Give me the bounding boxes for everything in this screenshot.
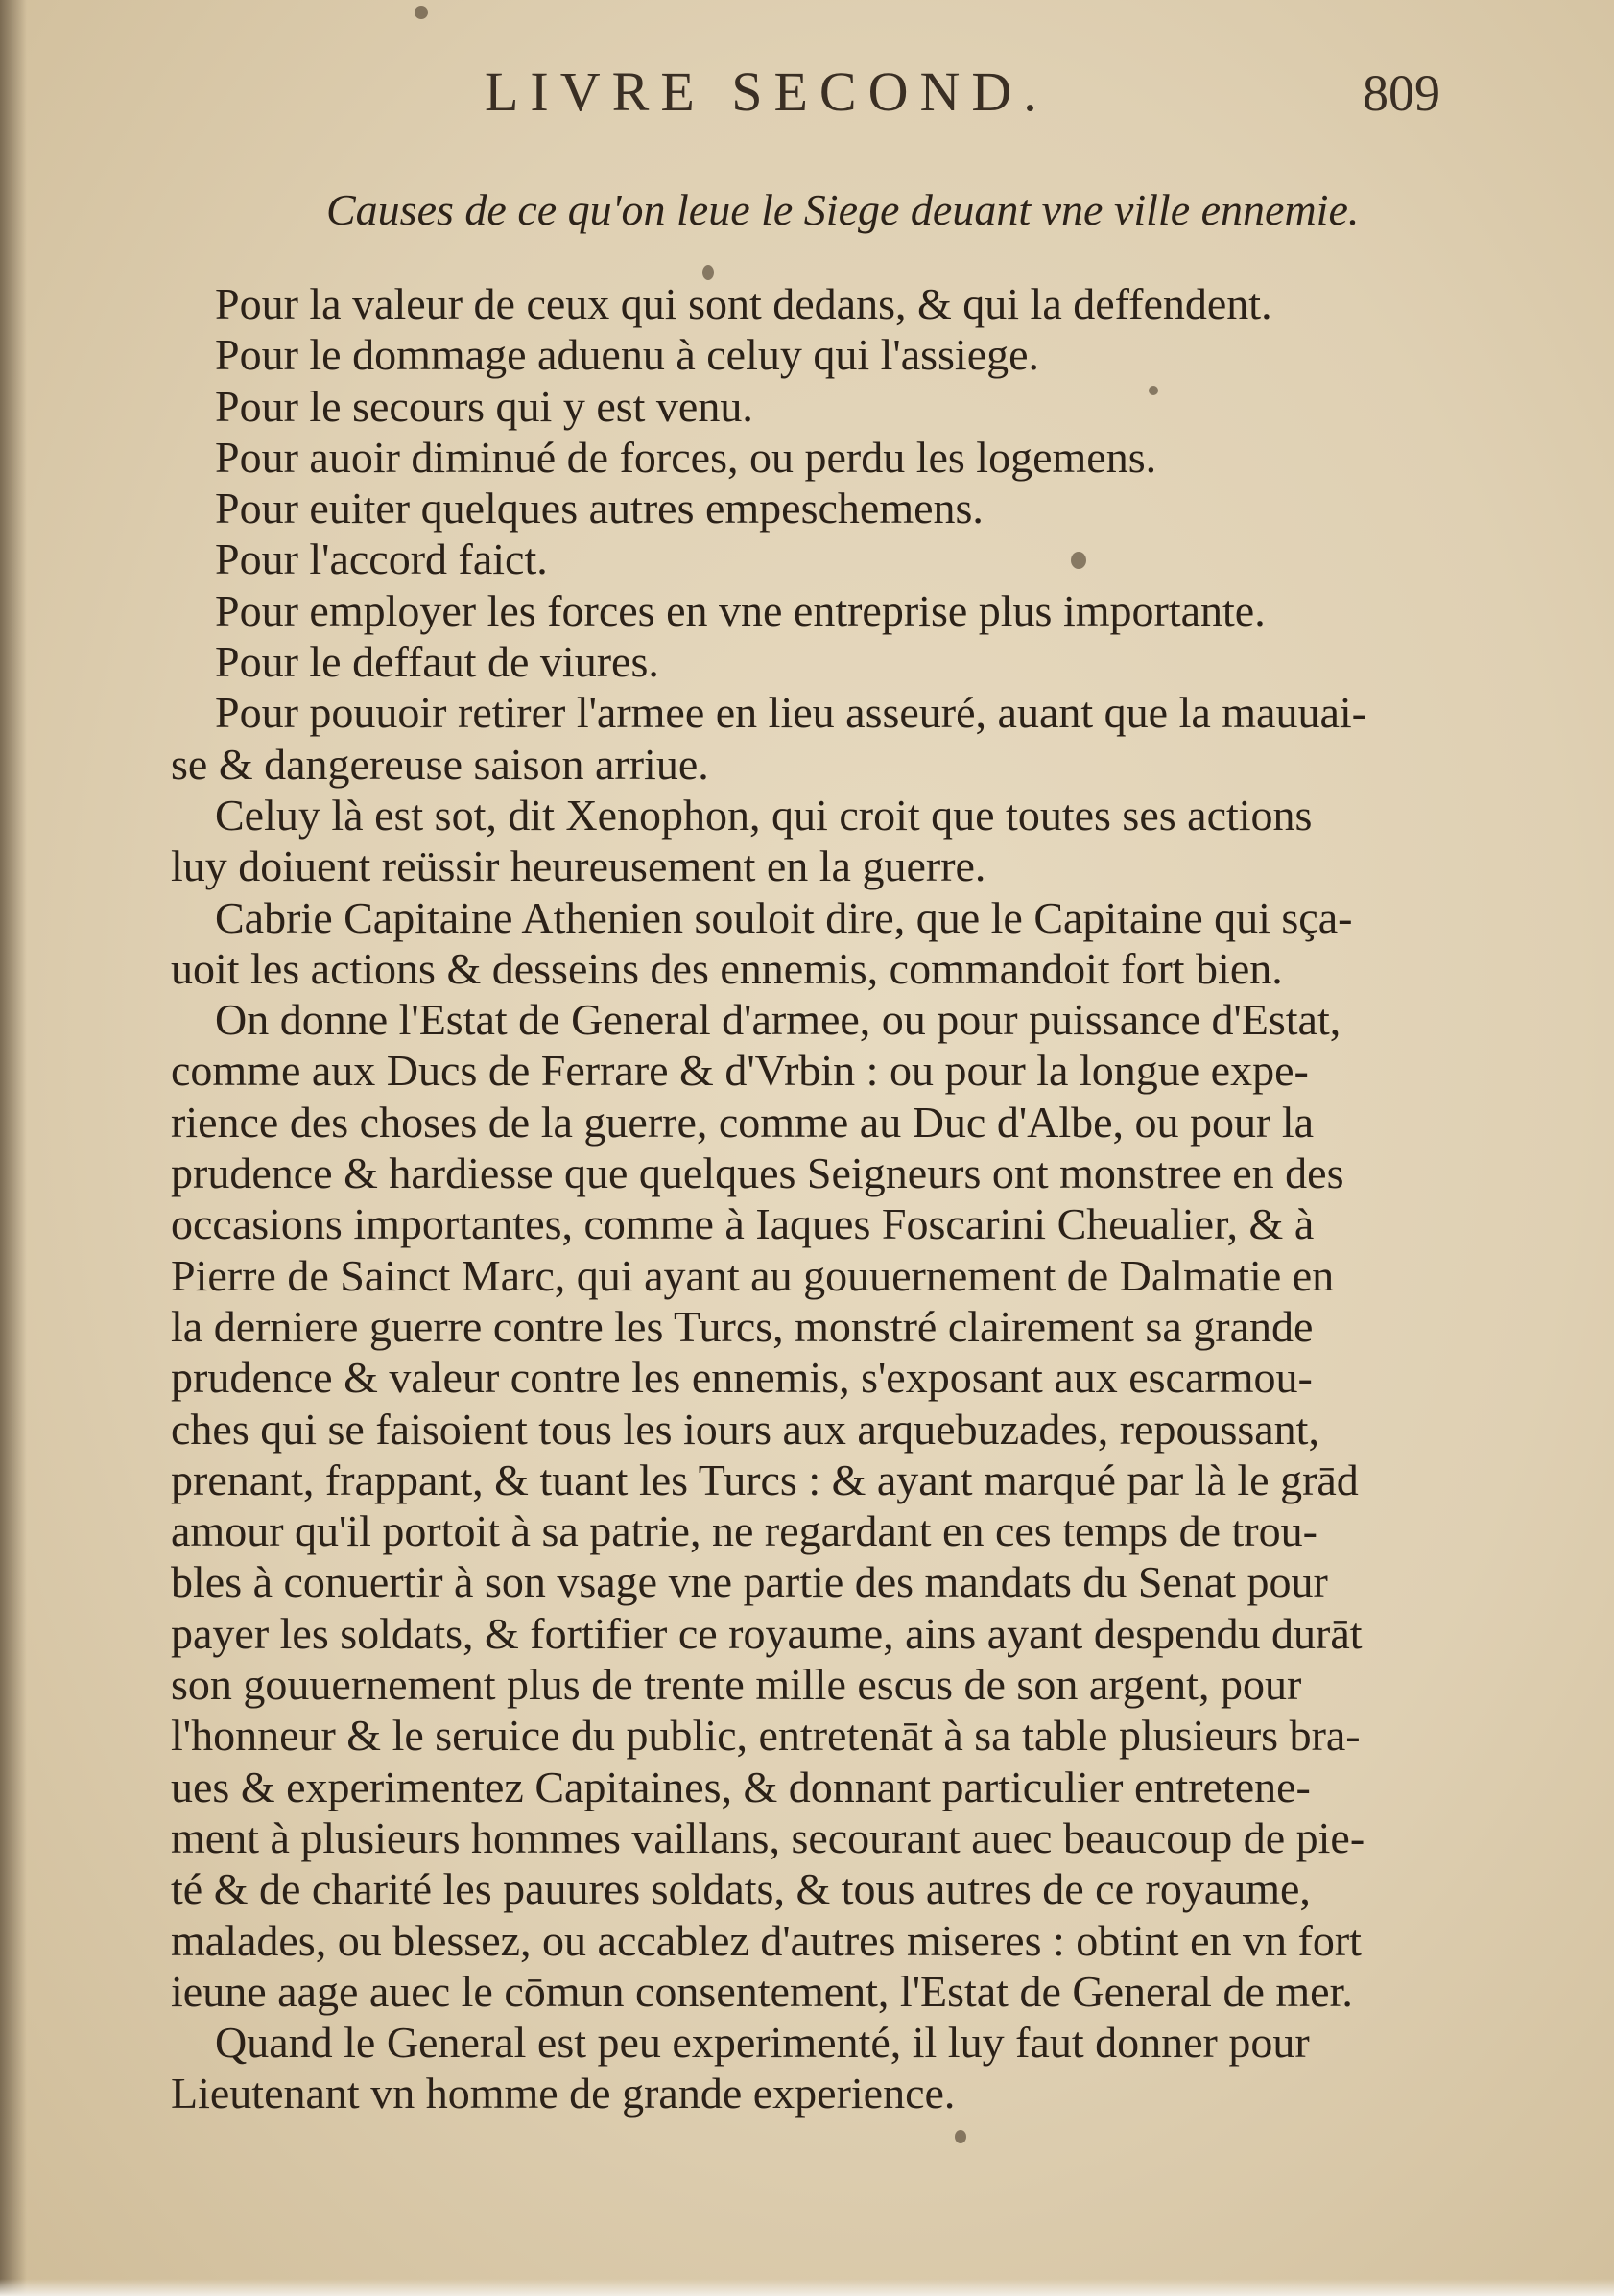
- text-line: prudence & valeur contre les ennemis, s'exposant aux escarmou-: [171, 1353, 1313, 1403]
- text-line: Pour le deffaut de viures.: [215, 637, 659, 687]
- text-line: amour qu'il portoit à sa patrie, ne regardant en ces temps de trou-: [171, 1506, 1317, 1556]
- text-line: la derniere guerre contre les Turcs, monstré clairement sa grande: [171, 1301, 1314, 1351]
- text-line: ues & experimentez Capitaines, & donnant particulier entretene-: [171, 1762, 1311, 1811]
- text-line: luy doiuent reüssir heureusement en la guerre.: [171, 841, 986, 891]
- text-line: Celuy là est sot, dit Xenophon, qui croit que toutes ses actions: [215, 790, 1313, 840]
- text-line: Cabrie Capitaine Athenien souloit dire, que le Capitaine qui sça-: [215, 892, 1353, 942]
- text-line: occasions importantes, comme à Iaques Foscarini Cheualier, & à: [171, 1199, 1315, 1249]
- text-line: Pour le secours qui y est venu.: [215, 381, 753, 431]
- text-line: On donne l'Estat de General d'armee, ou pour puissance d'Estat,: [215, 995, 1341, 1045]
- text-line: té & de charité les pauures soldats, & tous autres de ce royaume,: [171, 1864, 1311, 1914]
- text-line: Pierre de Sainct Marc, qui ayant au gouuernement de Dalmatie en: [171, 1250, 1335, 1300]
- text-line: son gouuernement plus de trente mille escus de son argent, pour: [171, 1660, 1302, 1710]
- page-number: 809: [1363, 64, 1440, 122]
- text-line: prenant, frappant, & tuant les Turcs : & ayant marqué par là le grād: [171, 1455, 1359, 1504]
- text-line: uoit les actions & desseins des ennemis, commandoit fort bien.: [171, 943, 1283, 993]
- text-line: Pour employer les forces en vne entreprise plus importante.: [215, 585, 1266, 635]
- text-line: l'honneur & le seruice du public, entretenāt à sa table plusieurs bra-: [171, 1711, 1361, 1761]
- text-line: Pour la valeur de ceux qui sont dedans, & qui la deffendent.: [215, 279, 1272, 328]
- text-line: Pour le dommage aduenu à celuy qui l'assiege.: [215, 330, 1040, 380]
- text-line: Lieutenant vn homme de grande experience.: [171, 2069, 956, 2118]
- running-head: LIVRE SECOND.: [485, 60, 1049, 123]
- text-line: malades, ou blessez, ou accablez d'autres miseres : obtint en vn fort: [171, 1915, 1362, 1965]
- page-edge: [0, 2279, 1614, 2296]
- gutter-shadow: [0, 0, 27, 2296]
- text-line: se & dangereuse saison arriue.: [171, 739, 709, 789]
- text-line: rience des choses de la guerre, comme au Duc d'Albe, ou pour la: [171, 1097, 1315, 1147]
- section-heading: Causes de ce qu'on leue le Siege deuant vne ville ennemie.: [326, 185, 1360, 234]
- ink-spot: [955, 2130, 966, 2143]
- ink-spot: [415, 6, 428, 19]
- text-line: ches qui se faisoient tous les iours aux arquebuzades, repoussant,: [171, 1404, 1319, 1454]
- text-line: Pour l'accord faict.: [215, 534, 548, 584]
- text-line: comme aux Ducs de Ferrare & d'Vrbin : ou pour la longue expe-: [171, 1046, 1309, 1096]
- body-text: [171, 278, 1447, 2119]
- text-line: Pour euiter quelques autres empeschemens.: [215, 484, 984, 533]
- text-line: Pour pouuoir retirer l'armee en lieu asseuré, auant que la mauuai-: [215, 688, 1366, 738]
- text-line: ment à plusieurs hommes vaillans, secourant auec beaucoup de pie-: [171, 1812, 1365, 1862]
- text-line: prudence & hardiesse que quelques Seigneurs ont monstree en des: [171, 1148, 1344, 1198]
- text-line: Pour auoir diminué de forces, ou perdu les logemens.: [215, 432, 1157, 482]
- text-line: Quand le General est peu experimenté, il luy faut donner pour: [215, 2018, 1310, 2068]
- text-line: bles à conuertir à son vsage vne partie des mandats du Senat pour: [171, 1557, 1328, 1607]
- text-line: payer les soldats, & fortifier ce royaume, ains ayant despendu durāt: [171, 1608, 1363, 1658]
- text-line: ieune aage auec le cōmun consentement, l'Estat de General de mer.: [171, 1966, 1353, 2016]
